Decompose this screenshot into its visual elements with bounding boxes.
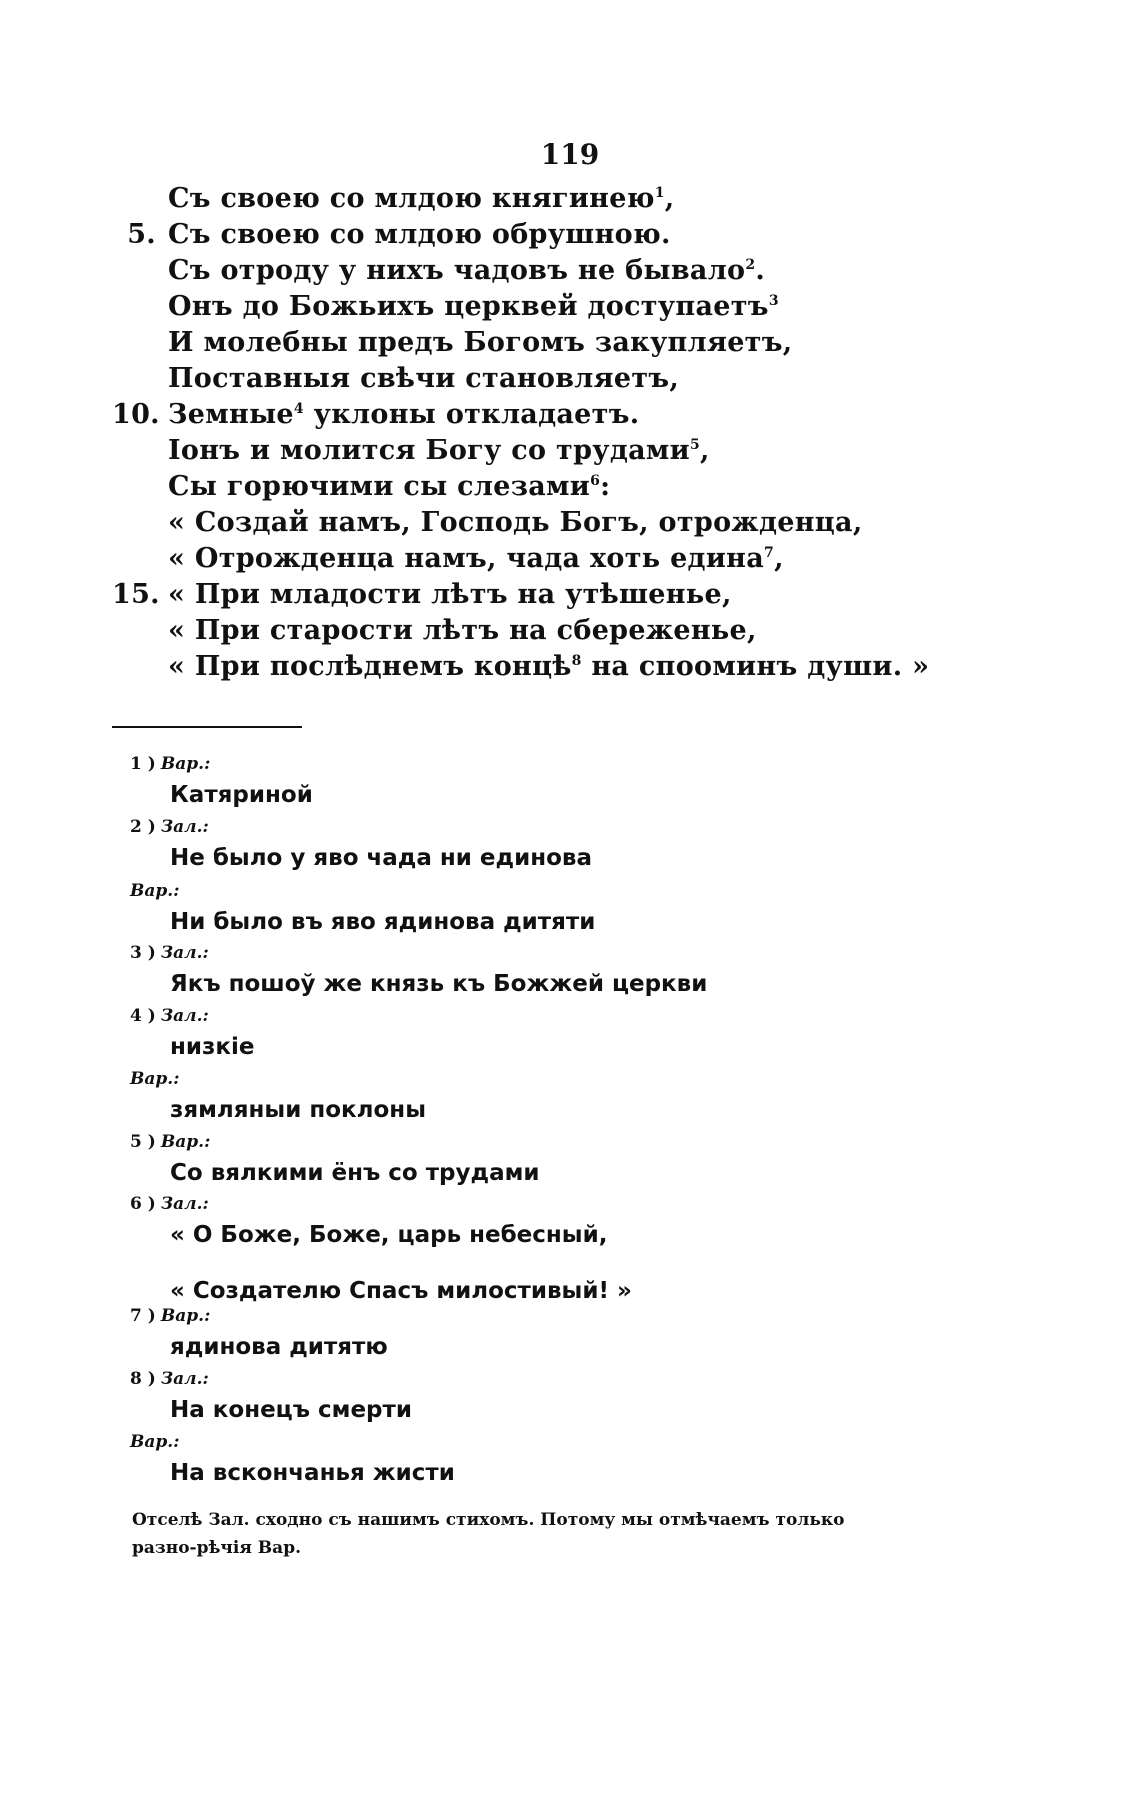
footnote-ref: 4 bbox=[293, 401, 304, 417]
closing-note: Отселѣ Зал. сходно съ нашимъ стихомъ. Потому мы отмѣчаемъ только разно-рѣчія Вар. bbox=[132, 1510, 845, 1558]
verse-text-body: И молебны предъ Богомъ закупляетъ, bbox=[168, 327, 793, 358]
footnote-text: Со вялкими ёнъ со трудами bbox=[170, 1160, 540, 1186]
footnote-ref: 5 bbox=[690, 437, 701, 453]
verse-text bbox=[168, 219, 671, 250]
verse-text-body: Сы горючими сы слезами bbox=[168, 471, 591, 502]
line-number: 5. bbox=[127, 219, 156, 250]
verse-text bbox=[168, 435, 710, 466]
footnote-source-label: Вар.: bbox=[160, 754, 211, 774]
footnote-label-row bbox=[130, 943, 209, 963]
verse-text bbox=[168, 615, 757, 646]
footnote-source-label: Зал.: bbox=[160, 943, 209, 963]
line-number: 15. bbox=[112, 579, 160, 610]
footnote-text: « О Боже, Боже, царь небесный, bbox=[170, 1222, 608, 1248]
footnote-text: Якъ пошоў же князь къ Божжей церкви bbox=[170, 971, 708, 997]
verse-text bbox=[168, 471, 610, 502]
verse-text bbox=[168, 183, 674, 214]
verse-text-tail: , bbox=[774, 543, 784, 574]
verse-text-tail: уклоны откладаетъ. bbox=[303, 399, 640, 430]
footnote-marker: 7 ) bbox=[130, 1306, 156, 1326]
footnote-ref: 8 bbox=[571, 653, 582, 669]
footnote-marker: 5 ) bbox=[130, 1132, 156, 1152]
verse-text-body: « При младости лѣтъ на утѣшенье, bbox=[168, 579, 732, 610]
footnote-source-label: Вар.: bbox=[160, 1306, 211, 1326]
verse-text bbox=[168, 579, 732, 610]
footnote-marker: 2 ) bbox=[130, 817, 156, 837]
verse-text-body: Съ своею со млдою княгинею bbox=[168, 183, 655, 214]
verse-text-body: Іонъ и молится Богу со трудами bbox=[168, 435, 690, 466]
footnote-label-row bbox=[130, 1006, 209, 1026]
footnote-label-row bbox=[130, 817, 209, 837]
footnote-label-row bbox=[130, 1132, 210, 1152]
verse-text-tail: . bbox=[755, 255, 766, 286]
verse-text-tail: : bbox=[600, 471, 611, 502]
footnote-label-row bbox=[130, 1369, 209, 1389]
footnote-label-row bbox=[130, 1069, 179, 1089]
footnote-text: На конецъ смерти bbox=[170, 1397, 412, 1423]
footnote-text: зямляныи поклоны bbox=[170, 1097, 426, 1123]
footnote-source-label: Зал.: bbox=[160, 1194, 209, 1214]
verse-text bbox=[168, 651, 929, 682]
footnote-source-label: Вар.: bbox=[160, 1132, 211, 1152]
footnote-ref: 6 bbox=[590, 473, 601, 489]
verse-text bbox=[168, 507, 863, 538]
footnote-text: На вскончанья жисти bbox=[170, 1460, 455, 1486]
verse-text-tail: на спооминъ души. » bbox=[581, 651, 930, 682]
footnote-marker: 4 ) bbox=[130, 1006, 156, 1026]
footnote-marker: 6 ) bbox=[130, 1194, 156, 1214]
verse-text-body: Онъ до Божьихъ церквей доступаетъ bbox=[168, 291, 769, 322]
footnote-ref: 7 bbox=[764, 545, 775, 561]
verse-text bbox=[168, 399, 639, 430]
verse-text bbox=[168, 363, 679, 394]
footnote-text: Ни было въ яво ядинова дитяти bbox=[170, 909, 596, 935]
verse-text-body: Съ своею со млдою обрушною. bbox=[168, 219, 671, 250]
page-number: 119 bbox=[540, 138, 600, 171]
footnote-source-label: Зал.: bbox=[160, 1369, 209, 1389]
footnote-label-row bbox=[130, 1194, 209, 1214]
verse-text-body: « Отрожденца намъ, чада хоть едина bbox=[168, 543, 765, 574]
footnote-label-row bbox=[130, 754, 210, 774]
footnote-text: Катяриной bbox=[170, 782, 313, 808]
footnote-marker: 8 ) bbox=[130, 1369, 156, 1389]
footnote-source-label: Вар.: bbox=[130, 881, 180, 901]
verse-text bbox=[168, 543, 784, 574]
footnote-ref: 2 bbox=[745, 257, 756, 273]
verse-text-tail: , bbox=[700, 435, 710, 466]
verse-text-body: « При старости лѣтъ на сбереженье, bbox=[168, 615, 757, 646]
footnote-label-row bbox=[130, 1432, 179, 1452]
verse-text-body: Поставныя свѣчи становляетъ, bbox=[168, 363, 680, 394]
verse-text bbox=[168, 327, 792, 358]
footnote-ref: 1 bbox=[654, 185, 665, 201]
footnote-text: низкіе bbox=[170, 1034, 255, 1060]
footnote-source-label: Вар.: bbox=[130, 1432, 180, 1452]
footnote-source-label: Зал.: bbox=[160, 1006, 209, 1026]
footnote-source-label: Вар.: bbox=[130, 1069, 180, 1089]
footnote-divider bbox=[112, 726, 302, 728]
footnote-text: « Создателю Спасъ милостивый! » bbox=[170, 1278, 632, 1304]
footnote-ref: 3 bbox=[768, 293, 779, 309]
verse-text-tail: , bbox=[664, 183, 675, 214]
verse-text bbox=[168, 255, 765, 286]
verse-text-body: Съ отроду у нихъ чадовъ не бывало bbox=[168, 255, 746, 286]
footnote-text: ядинова дитятю bbox=[170, 1334, 388, 1360]
verse-text-body: Земные bbox=[168, 399, 294, 430]
footnote-source-label: Зал.: bbox=[160, 817, 209, 837]
line-number: 10. bbox=[112, 399, 160, 430]
verse-text-body: « Создай намъ, Господь Богъ, отрожденца, bbox=[168, 507, 863, 538]
footnote-marker: 3 ) bbox=[130, 943, 156, 963]
footnote-text: Не было у яво чада ни единова bbox=[170, 845, 592, 871]
footnote-label-row bbox=[130, 1306, 210, 1326]
verse-text-body: « При послѣднемъ концѣ bbox=[168, 651, 572, 682]
footnote-label-row bbox=[130, 881, 179, 901]
verse-text bbox=[168, 291, 779, 322]
footnote-marker: 1 ) bbox=[130, 754, 156, 774]
